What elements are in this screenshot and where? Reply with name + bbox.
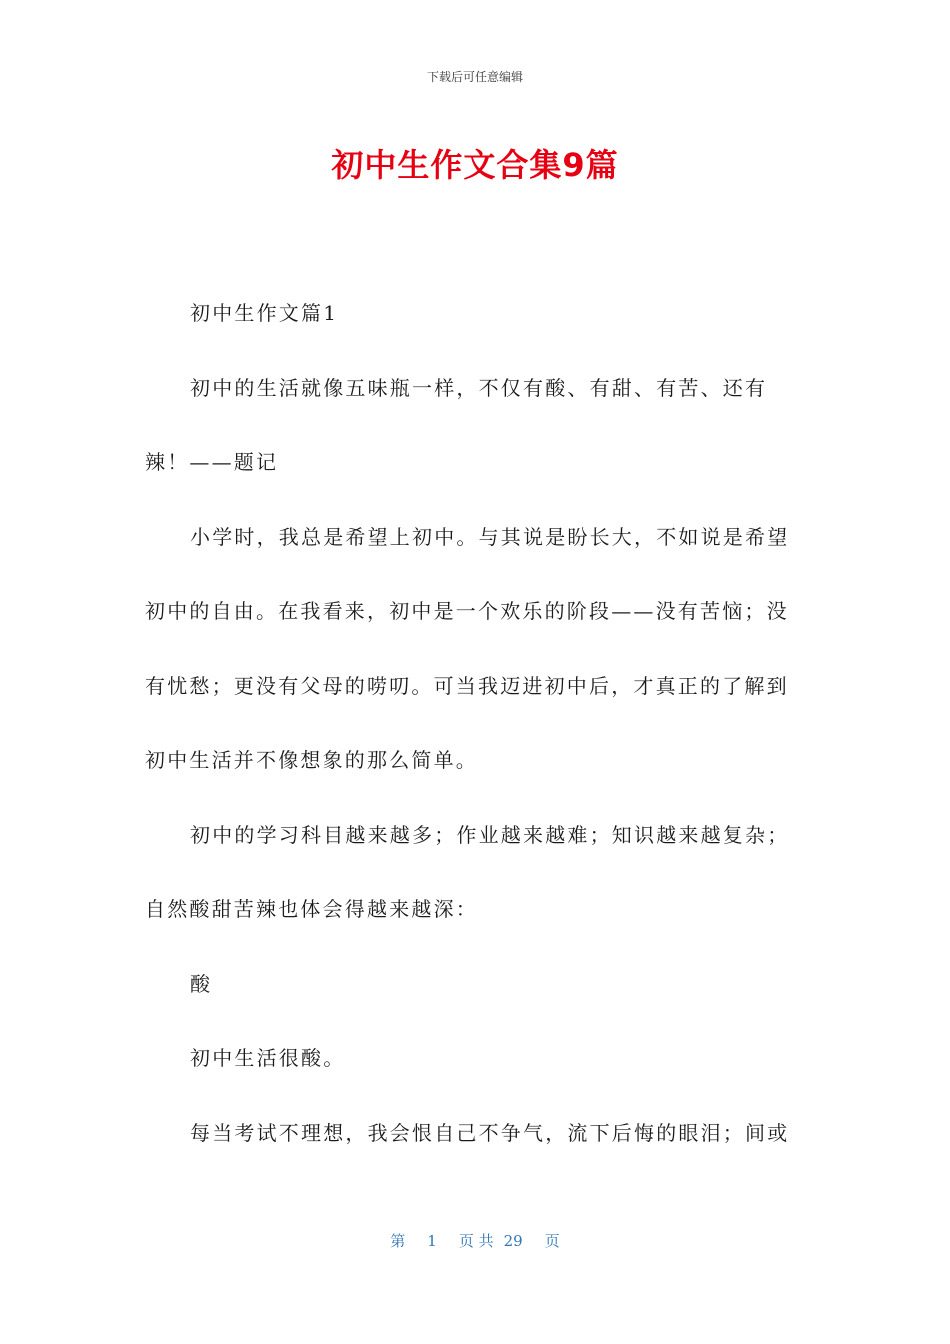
paragraph: 初中生活很酸。 xyxy=(190,1046,346,1070)
footer-page-prefix: 第 xyxy=(390,1232,406,1250)
paragraph: 小学时，我总是希望上初中。与其说是盼长大，不如说是希望初中的自由。在我看来，初中是一个欢乐的阶段——没有苦恼；没有忧愁；更没有父母的唠叨。可当我迈进初中后，才真正的了解到初中生活并不像想象的那么简单。 xyxy=(145,524,790,772)
footer-current-page: 1 xyxy=(427,1232,437,1250)
document-body xyxy=(145,276,805,1170)
footer-total-pages: 29 xyxy=(503,1232,523,1250)
paragraph: 每当考试不理想，我会恨自己不争气，流下后悔的眼泪；间或 xyxy=(190,1120,790,1145)
footer-page-mid: 页 共 xyxy=(458,1232,494,1250)
header-note: 下载后可任意编辑 xyxy=(426,70,523,84)
footer-page-suffix: 页 xyxy=(544,1232,560,1250)
document-title: 初中生作文合集9篇 xyxy=(331,146,619,184)
page-footer xyxy=(0,1230,950,1251)
section-heading: 初中生作文篇1 xyxy=(190,301,339,325)
paragraph: 初中的学习科目越来越多；作业越来越难；知识越来越复杂；自然酸甜苦辣也体会得越来越深： xyxy=(145,822,790,921)
subheading-sour: 酸 xyxy=(190,971,213,996)
paragraph-epigraph: 初中的生活就像五味瓶一样，不仅有酸、有甜、有苦、还有辣！——题记 xyxy=(145,375,768,474)
